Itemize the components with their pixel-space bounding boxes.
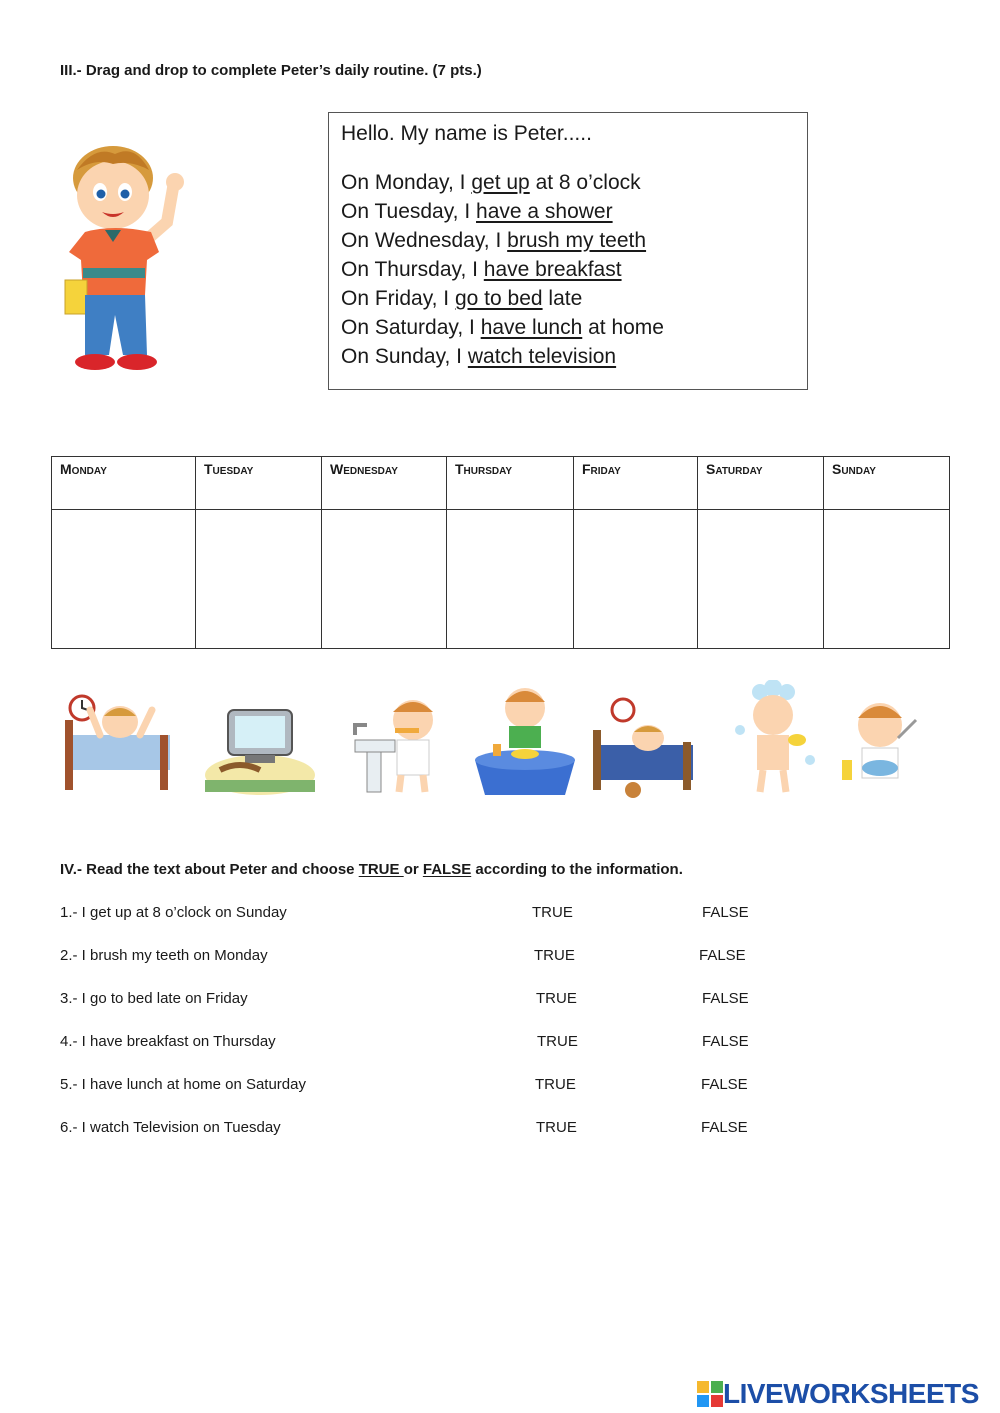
- weekday-drop-table: [51, 456, 950, 649]
- picture-boy-sleeping[interactable]: [588, 680, 708, 800]
- story-line-tuesday: On Tuesday, I have a shower: [341, 200, 613, 223]
- phrase: have lunch: [480, 316, 583, 339]
- drop-zone-sunday[interactable]: [824, 510, 950, 649]
- story-line-friday: On Friday, I go to bed late: [341, 287, 583, 310]
- story-line-saturday: On Saturday, I have lunch at home: [341, 316, 664, 339]
- picture-boy-having-breakfast[interactable]: [465, 680, 585, 800]
- header-sunday: Sunday: [824, 457, 950, 510]
- drop-zone-thursday[interactable]: [447, 510, 574, 649]
- q2-true-option[interactable]: TRUE: [534, 947, 575, 964]
- header-friday: Friday: [574, 457, 698, 510]
- picture-boy-brushing-teeth[interactable]: [335, 680, 455, 800]
- drop-zone-saturday[interactable]: [698, 510, 824, 649]
- question-5: 5.- I have lunch at home on Saturday: [60, 1076, 306, 1093]
- q4-false-option[interactable]: FALSE: [702, 1033, 749, 1050]
- drop-zone-tuesday[interactable]: [196, 510, 322, 649]
- header-wednesday: Wednesday: [322, 457, 447, 510]
- liveworksheets-logo[interactable]: [697, 1378, 979, 1410]
- header-thursday: Thursday: [447, 457, 574, 510]
- draggable-pictures-row: [55, 680, 955, 805]
- picture-boy-having-shower[interactable]: [715, 680, 835, 800]
- phrase: get up: [471, 171, 530, 194]
- story-line-sunday: On Sunday, I watch television: [341, 345, 617, 368]
- question-1: 1.- I get up at 8 o’clock on Sunday: [60, 904, 287, 921]
- q3-false-option[interactable]: FALSE: [702, 990, 749, 1007]
- false-word: FALSE: [422, 861, 472, 878]
- picture-boy-eating-lunch[interactable]: [820, 680, 940, 800]
- story-line-wednesday: On Wednesday, I brush my teeth: [341, 229, 647, 252]
- logo-text: LIVEWORKSHEETS: [723, 1378, 979, 1409]
- true-word: TRUE: [358, 861, 404, 878]
- drop-zone-monday[interactable]: [52, 510, 196, 649]
- header-tuesday: Tuesday: [196, 457, 322, 510]
- liveworksheets-logo-icon: [697, 1381, 723, 1407]
- q4-true-option[interactable]: TRUE: [537, 1033, 578, 1050]
- picture-boy-waking-up[interactable]: [60, 680, 180, 800]
- story-greeting: Hello. My name is Peter.....: [341, 122, 592, 145]
- question-3: 3.- I go to bed late on Friday: [60, 990, 248, 1007]
- header-monday: Monday: [52, 457, 196, 510]
- phrase: go to bed: [454, 287, 543, 310]
- story-line-monday: On Monday, I get up at 8 o’clock: [341, 171, 641, 194]
- question-6: 6.- I watch Television on Tuesday: [60, 1119, 281, 1136]
- question-2: 2.- I brush my teeth on Monday: [60, 947, 268, 964]
- q5-true-option[interactable]: TRUE: [535, 1076, 576, 1093]
- phrase: watch television: [467, 345, 617, 368]
- q6-false-option[interactable]: FALSE: [701, 1119, 748, 1136]
- section-3-title: III.- Drag and drop to complete Peter’s daily routine. (7 pts.): [60, 62, 482, 79]
- question-4: 4.- I have breakfast on Thursday: [60, 1033, 276, 1050]
- section-4-title: IV.- Read the text about Peter and choose TRUE or FALSE according to the information.: [60, 861, 683, 878]
- q6-true-option[interactable]: TRUE: [536, 1119, 577, 1136]
- phrase: have breakfast: [483, 258, 622, 281]
- peter-story-box: [328, 112, 808, 390]
- phrase: brush my teeth: [507, 229, 647, 252]
- q1-false-option[interactable]: FALSE: [702, 904, 749, 921]
- q2-false-option[interactable]: FALSE: [699, 947, 746, 964]
- q1-true-option[interactable]: TRUE: [532, 904, 573, 921]
- drop-zone-wednesday[interactable]: [322, 510, 447, 649]
- peter-waving-illustration: [55, 140, 195, 395]
- q3-true-option[interactable]: TRUE: [536, 990, 577, 1007]
- drop-zone-friday[interactable]: [574, 510, 698, 649]
- q5-false-option[interactable]: FALSE: [701, 1076, 748, 1093]
- phrase: have a shower: [476, 200, 613, 223]
- picture-television[interactable]: [200, 680, 320, 800]
- header-saturday: Saturday: [698, 457, 824, 510]
- story-line-thursday: On Thursday, I have breakfast: [341, 258, 622, 281]
